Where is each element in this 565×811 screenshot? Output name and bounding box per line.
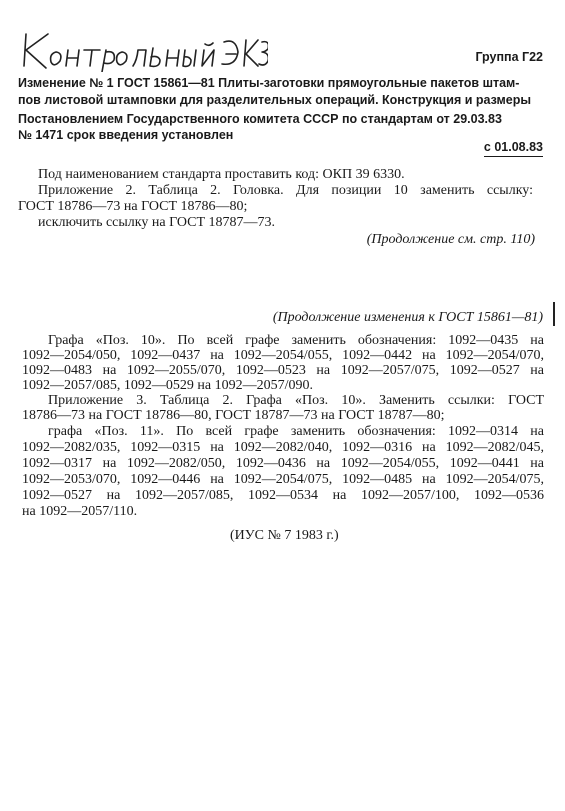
effective-date bbox=[484, 140, 543, 154]
section2-line-7: графа «Поз. 11». По всей графе заменить обозначения: 1092—0314 на bbox=[48, 424, 544, 439]
section2-line-11: 1092—0527 на 1092—2057/085, 1092—0534 на 1092—2057/100, 1092—0536 bbox=[22, 488, 544, 503]
section2-line-2: 1092—2054/050, 1092—0437 на 1092—2054/055, 1092—0442 на 1092—2054/070, bbox=[22, 348, 544, 363]
section2-line-3: 1092—0483 на 1092—2055/070, 1092—0523 на 1092—2057/075, 1092—0527 на bbox=[22, 363, 544, 378]
section1-line-3: ГОСТ 18786—73 на ГОСТ 18786—80; bbox=[18, 199, 248, 214]
section2-line-12: на 1092—2057/110. bbox=[22, 504, 138, 519]
amendment-title-line-1: Изменение № 1 ГОСТ 15861—81 Плиты-заготовки прямоугольные пакетов штам- bbox=[18, 76, 520, 90]
section1-line-4: исключить ссылку на ГОСТ 18787—73. bbox=[38, 215, 276, 230]
source-reference: (ИУС № 7 1983 г.) bbox=[230, 528, 339, 543]
section1-line-1: Под наименованием стандарта проставить код: ОКП 39 6330. bbox=[38, 167, 405, 182]
section2-line-10: 1092—2053/070, 1092—0446 на 1092—2054/075, 1092—0485 на 1092—2054/075, bbox=[22, 472, 544, 487]
section1-line-2: Приложение 2. Таблица 2. Головка. Для позиции 10 заменить ссылку: bbox=[38, 183, 533, 198]
section2-line-4: 1092—2057/085, 1092—0529 на 1092—2057/090. bbox=[22, 378, 313, 393]
decree-line-2: № 1471 срок введения установлен bbox=[18, 128, 234, 142]
amendment-title-line-2: пов листовой штамповки для разделительных операций. Конструкция и размеры bbox=[18, 93, 532, 107]
decree-line-1: Постановлением Государственного комитета СССР по стандартам от 29.03.83 bbox=[18, 112, 502, 126]
margin-mark bbox=[553, 302, 555, 326]
effective-date-text: с 01.08.83 bbox=[483, 140, 543, 154]
handwritten-control-copy-stamp bbox=[18, 28, 268, 72]
effective-date-underline bbox=[484, 156, 543, 157]
continued-note: (Продолжение см. стр. 110) bbox=[366, 232, 535, 247]
section2-line-1: Графа «Поз. 10». По всей графе заменить обозначения: 1092—0435 на bbox=[48, 333, 544, 348]
section2-line-6: 18786—73 на ГОСТ 18786—80, ГОСТ 18787—73 на ГОСТ 18787—80; bbox=[22, 408, 445, 423]
section2-line-8: 1092—2082/035, 1092—0315 на 1092—2082/040, 1092—0316 на 1092—2082/045, bbox=[22, 440, 544, 455]
group-code: Группа Г22 bbox=[475, 50, 543, 64]
section2-line-5: Приложение 3. Таблица 2. Графа «Поз. 10». Заменить ссылки: ГОСТ bbox=[48, 393, 544, 408]
section2-line-9: 1092—0317 на 1092—2082/050, 1092—0436 на 1092—2054/055, 1092—0441 на bbox=[22, 456, 544, 471]
continuation-header: (Продолжение изменения к ГОСТ 15861—81) bbox=[272, 310, 543, 325]
